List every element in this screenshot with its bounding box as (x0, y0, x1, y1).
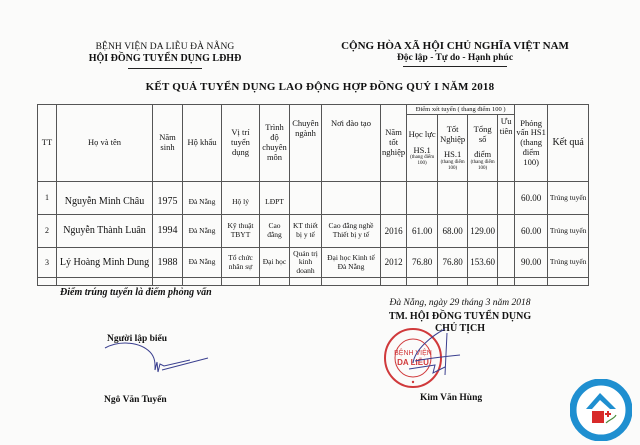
council-name: HỘI ĐỒNG TUYỂN DỤNG LĐHĐ (88, 53, 242, 64)
document-title: KẾT QUẢ TUYỂN DỤNG LAO ĐỘNG HỢP ĐỒNG QUÝ I NĂM 2018 (145, 81, 495, 93)
header-academic: Học lực HS.1 (thang điểm 100) (407, 115, 438, 182)
organization-header (60, 42, 270, 69)
svg-text:BỆNH VIỆN: BỆNH VIỆN (394, 350, 432, 357)
table-row: 2 Nguyễn Thành Luân 1994 Đà Nẵng Kỹ thuật TBYT Cao đẳng KT thiết bị y tế Cao đẳng nghề Thiết bị y tế 2016 61.00 68.00 129.00 60.00 Trúng tuyển (38, 215, 589, 248)
header-school: Nơi đào tạo (322, 105, 381, 182)
header-interview: Phỏng vấn HS1 (thang điểm 100) (515, 105, 548, 182)
chair-name: Kim Văn Hùng (420, 393, 483, 403)
hospital-logo-icon (570, 379, 632, 441)
header-qualification: Trình độ chuyên môn (260, 105, 290, 182)
results-table (37, 104, 589, 286)
preparer-signature-icon (100, 340, 210, 380)
svg-text:DA LIỄU: DA LIỄU (397, 358, 429, 367)
chair-signature-icon (385, 325, 465, 385)
header-birth-year: Năm sinh (153, 105, 183, 182)
national-title: CỘNG HÒA XÃ HỘI CHỦ NGHĨA VIỆT NAM (341, 40, 569, 52)
national-header (310, 40, 600, 67)
header-grad-year: Năm tốt nghiệp (381, 105, 407, 182)
date-line: Đà Nẵng, ngày 29 tháng 3 năm 2018 (389, 298, 531, 308)
footnote: Điểm trúng tuyển là điểm phỏng vấn (60, 287, 212, 298)
empty-row (38, 278, 589, 286)
preparer-name: Ngô Văn Tuyến (104, 395, 167, 405)
hospital-name: BỆNH VIỆN DA LIỄU ĐÀ NẴNG (95, 42, 235, 52)
table-row: 1 Nguyễn Minh Châu 1975 Đà Nẵng Hộ lý LĐPT 60.00 Trúng tuyển (38, 182, 589, 215)
header-name: Họ và tên (57, 105, 153, 182)
header-result: Kết quả (548, 105, 589, 182)
header-position: Vị trí tuyển dụng (222, 105, 260, 182)
header-score-group: Điểm xét tuyển ( thang điểm 100 ) (407, 105, 515, 115)
national-motto: Độc lập - Tự do - Hạnh phúc (396, 53, 514, 63)
header-priority: Ưu tiên (498, 115, 515, 182)
header-total: Tổng số điểm (thang điểm 100) (468, 115, 498, 182)
header-residence: Hộ khẩu (183, 105, 222, 182)
divider (128, 68, 202, 69)
header-tt: TT (38, 105, 57, 182)
table-row: 3 Lý Hoàng Minh Dung 1988 Đà Nẵng Tổ chức nhân sự Đại học Quản trị kinh doanh Đại học Kinh tế Đà Nẵng 2012 76.80 76.80 153.60 90.00 Trúng tuyển (38, 248, 589, 278)
header-graduation: Tốt Nghiệp HS.1 (thang điểm 100) (438, 115, 468, 182)
chair-title: CHỦ TỊCH (434, 323, 486, 334)
preparer-title: Người lập biểu (107, 334, 168, 344)
divider (403, 66, 507, 67)
header-major: Chuyên ngành (290, 105, 322, 182)
council-signature-title: TM. HỘI ĐỒNG TUYỂN DỤNG (388, 311, 532, 322)
